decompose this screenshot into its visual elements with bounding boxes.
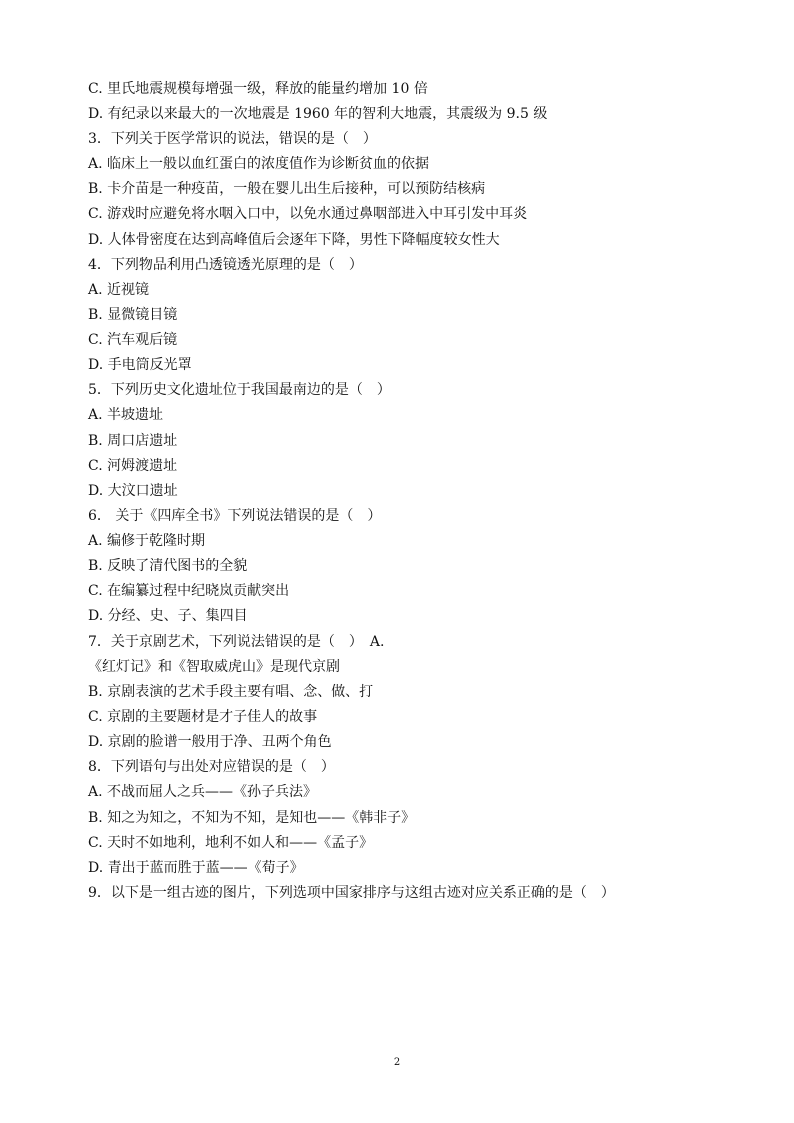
question-3-stem: 3．下列关于医学常识的说法，错误的是（ ） [88,131,377,147]
question-7-stem: 7．关于京剧艺术，下列说法错误的是（ ） A. [88,634,385,650]
question-5-option-a: A. 半坡遗址 [88,407,164,423]
question-5-option-b: B. 周口店遗址 [88,433,178,449]
question-4-option-b: B. 显微镜目镜 [88,307,178,323]
question-6-option-a: A. 编修于乾隆时期 [88,533,206,549]
question-4-option-c: C. 汽车观后镜 [88,332,178,348]
question-6-option-d: D. 分经、史、子、集四目 [88,608,248,624]
question-4-option-d: D. 手电筒反光罩 [88,357,192,373]
question-6-option-c: C. 在编纂过程中纪晓岚贡献突出 [88,583,290,599]
question-6-option-b: B. 反映了清代图书的全貌 [88,558,248,574]
question-3-option-d: D. 人体骨密度在达到高峰值后会逐年下降，男性下降幅度较女性大 [88,232,500,248]
question-5-stem: 5．下列历史文化遗址位于我国最南边的是（ ） [88,382,391,398]
question-3-option-c: C. 游戏时应避免将水咽入口中，以免水通过鼻咽部进入中耳引发中耳炎 [88,206,528,222]
question-8-option-d: D. 青出于蓝而胜于蓝——《荀子》 [88,860,304,876]
question-3-option-b: B. 卡介苗是一种疫苗，一般在婴儿出生后接种，可以预防结核病 [88,181,486,197]
page-number: 2 [393,1057,401,1068]
question-3-option-a: A. 临床上一般以血红蛋白的浓度值作为诊断贫血的依据 [88,156,430,172]
question-7-option-a-text: 《红灯记》和《智取威虎山》是现代京剧 [88,659,340,675]
question-9-stem: 9．以下是一组古迹的图片，下列选项中国家排序与这组古迹对应关系正确的是（ ） [88,885,615,901]
question-7-option-d: D. 京剧的脸谱一般用于净、丑两个角色 [88,734,332,750]
question-4-option-a: A. 近视镜 [88,282,150,298]
question-4-stem: 4．下列物品利用凸透镜透光原理的是（ ） [88,257,363,273]
question-8-option-c: C. 天时不如地利，地利不如人和——《孟子》 [88,835,374,851]
question-2-option-c: C. 里氏地震规模每增强一级，释放的能量约增加 10 倍 [88,81,428,97]
question-8-option-a: A. 不战而屈人之兵——《孙子兵法》 [88,784,318,800]
question-6-stem: 6． 关于《四库全书》下列说法错误的是（ ） [88,508,382,524]
question-7-option-b: B. 京剧表演的艺术手段主要有唱、念、做、打 [88,684,374,700]
question-2-option-d: D. 有纪录以来最大的一次地震是 1960 年的智利大地震，其震级为 9.5 级 [88,106,548,122]
question-7-option-c: C. 京剧的主要题材是才子佳人的故事 [88,709,318,725]
question-5-option-c: C. 河姆渡遗址 [88,458,178,474]
question-8-stem: 8．下列语句与出处对应错误的是（ ） [88,759,335,775]
question-8-option-b: B. 知之为知之，不知为不知，是知也——《韩非子》 [88,810,416,826]
question-5-option-d: D. 大汶口遗址 [88,483,178,499]
